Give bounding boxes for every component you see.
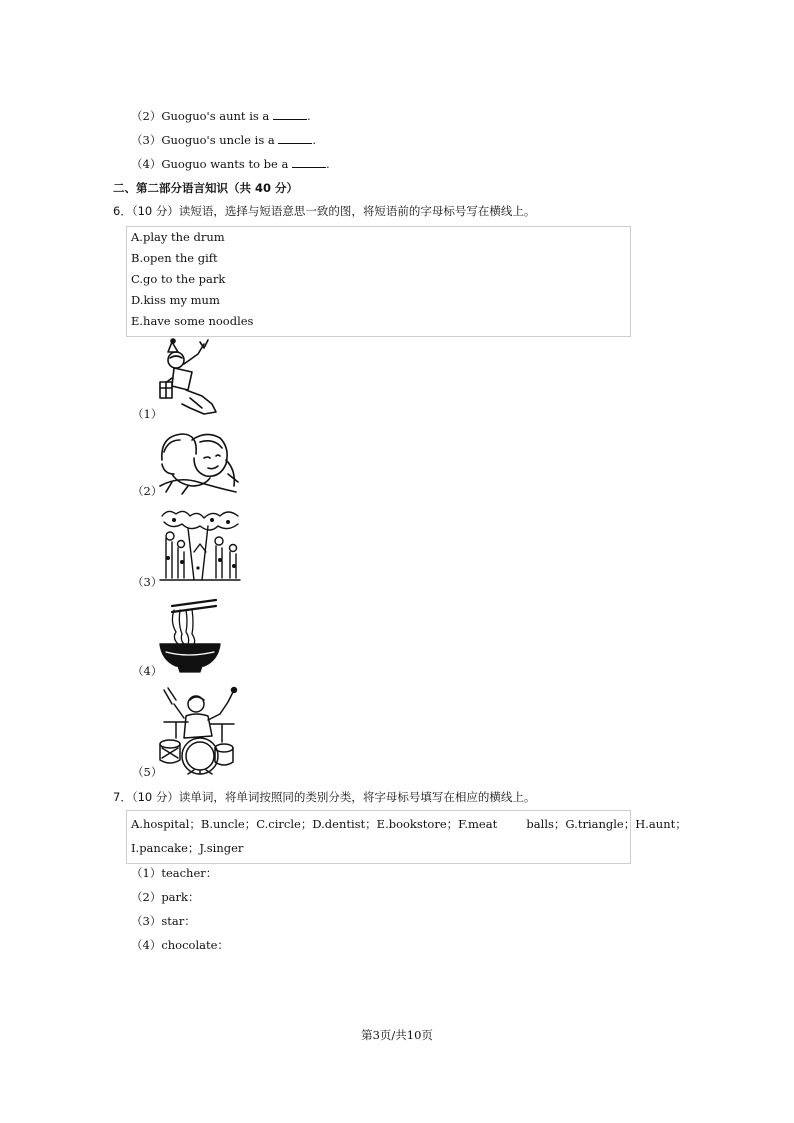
option-a: A.play the drum	[131, 230, 225, 244]
answer-blank[interactable]	[273, 109, 307, 120]
park-picture	[158, 508, 242, 584]
kiss-mum-picture	[158, 430, 240, 496]
q6-stem: 6．（10 分）读短语，选择与短语意思一致的图，将短语前的字母标号写在横线上。	[113, 204, 536, 218]
noodles-picture	[158, 598, 222, 674]
section-heading: 二、第二部分语言知识（共 40 分）	[113, 181, 299, 195]
drummer-picture	[158, 686, 240, 778]
q6-options-box	[126, 226, 631, 337]
picture-label-4: （4）	[132, 664, 163, 678]
q7-item-1: （1）teacher：	[131, 866, 218, 880]
answer-blank[interactable]	[292, 157, 326, 168]
q5-item-3: （3）Guoguo's uncle is a .	[131, 133, 317, 147]
word-list-line-2: I.pancake；J.singer	[131, 841, 244, 855]
picture-label-5: （5）	[132, 765, 163, 779]
q5-item-2: （2）Guoguo's aunt is a .	[131, 109, 311, 123]
option-b: B.open the gift	[131, 251, 218, 265]
option-c: C.go to the park	[131, 272, 226, 286]
page-footer: 第3页/共10页	[361, 1028, 433, 1042]
word-list-line-1: A.hospital；B.uncle；C.circle；D.dentist；E.bookstore；F.meat balls；G.triangle；H.aunt；	[131, 817, 687, 831]
picture-label-3: （3）	[132, 575, 163, 589]
option-e: E.have some noodles	[131, 314, 254, 328]
q7-word-box	[126, 810, 687, 864]
q5-item-4: （4）Guoguo wants to be a .	[131, 157, 330, 171]
gift-child-picture	[158, 338, 222, 418]
q7-item-2: （2）park：	[131, 890, 200, 904]
q7-item-3: （3）star：	[131, 914, 196, 928]
picture-label-1: （1）	[132, 407, 163, 421]
q7-stem: 7．（10 分）读单词，将单词按照同的类别分类，将字母标号填写在相应的横线上。	[113, 790, 536, 804]
answer-blank[interactable]	[278, 133, 312, 144]
q7-item-4: （4）chocolate：	[131, 938, 229, 952]
picture-label-2: （2）	[132, 484, 163, 498]
option-d: D.kiss my mum	[131, 293, 220, 307]
